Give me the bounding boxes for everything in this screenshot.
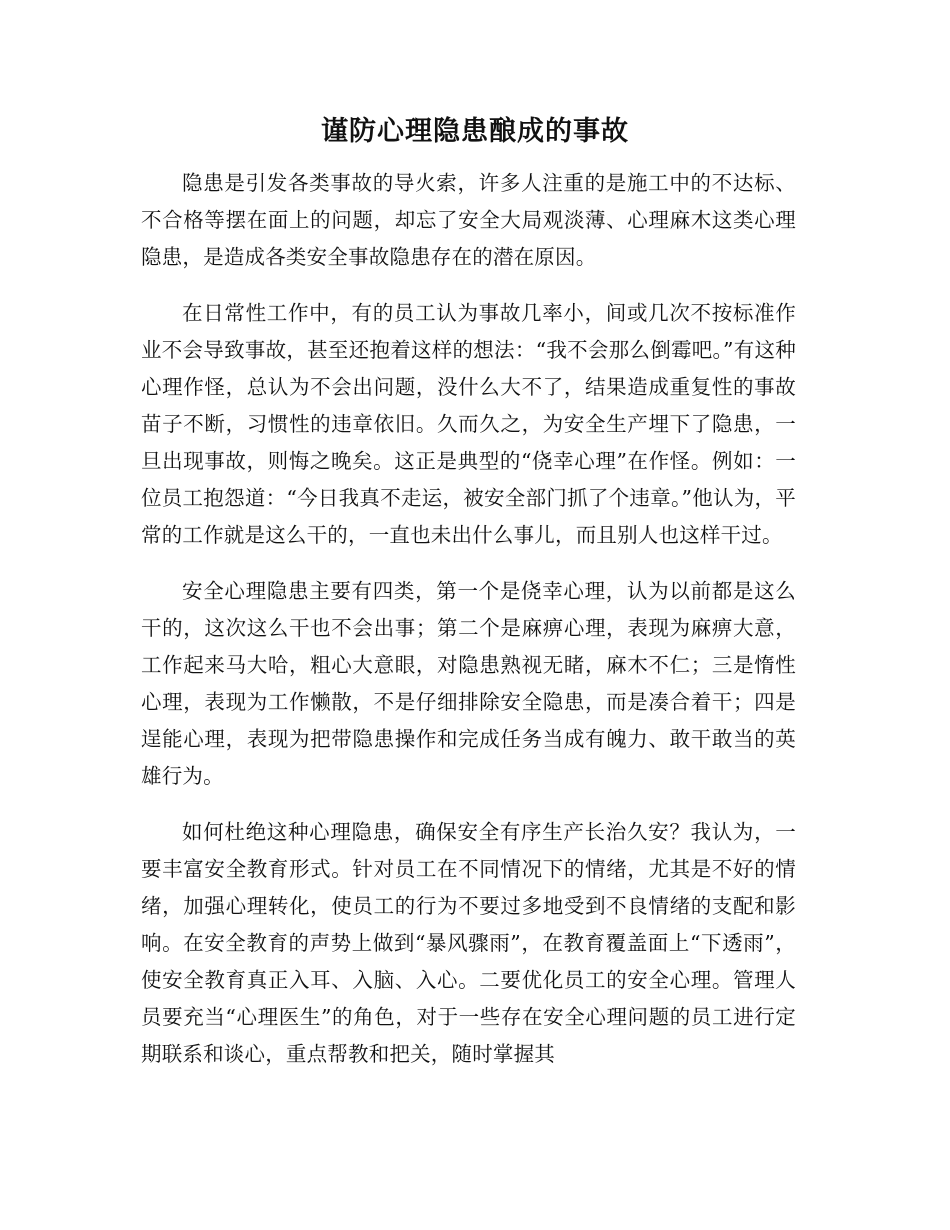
paragraph-3: 安全心理隐患主要有四类，第一个是侥幸心理，认为以前都是这么干的，这次这么干也不会出事；第二个是麻痹心理，表现为麻痹大意，工作起来马大哈，粗心大意眼，对隐患熟视无睹，麻木不仁；三是惰性心理，表现为工作懒散，不是仔细排除安全隐患，而是凑合着干；四是逞能心理，表现为把带隐患操作和完成任务当成有魄力、敢干敢当的英雄行为。 [141, 579, 796, 788]
paragraph-4: 如何杜绝这种心理隐患，确保安全有序生产长治久安？我认为，一要丰富安全教育形式。针对员工在不同情况下的情绪，尤其是不好的情绪，加强心理转化，使员工的行为不要过多地受到不良情绪的支配和影响。在安全教育的声势上做到“暴风骤雨”，在教育覆盖面上“下透雨”，使安全教育真正入耳、入脑、入心。二要优化员工的安全心理。管理人员要充当“心理医生”的角色，对于一些存在安全心理问题的员工进行定期联系和谈心，重点帮教和把关，随时掌握其 [141, 820, 796, 1066]
paragraph-2: 在日常性工作中，有的员工认为事故几率小，间或几次不按标准作业不会导致事故，甚至还抱着这样的想法：“我不会那么倒霉吧。”有这种心理作怪，总认为不会出问题，没什么大不了，结果造成重复性的事故苗子不断，习惯性的违章依旧。久而久之，为安全生产埋下了隐患，一旦出现事故，则悔之晚矣。这正是典型的“侥幸心理”在作怪。例如：一位员工抱怨道：“今日我真不走运，被安全部门抓了个违章。”他认为，平常的工作就是这么干的，一直也未出什么事儿，而且别人也这样干过。 [141, 301, 796, 547]
paragraph-1: 隐患是引发各类事故的导火索，许多人注重的是施工中的不达标、不合格等摆在面上的问题，却忘了安全大局观淡薄、心理麻木这类心理隐患，是造成各类安全事故隐患存在的潜在原因。 [141, 171, 796, 269]
document-body [141, 165, 796, 1092]
document-title: 谨防心理隐患酿成的事故 [321, 116, 629, 147]
